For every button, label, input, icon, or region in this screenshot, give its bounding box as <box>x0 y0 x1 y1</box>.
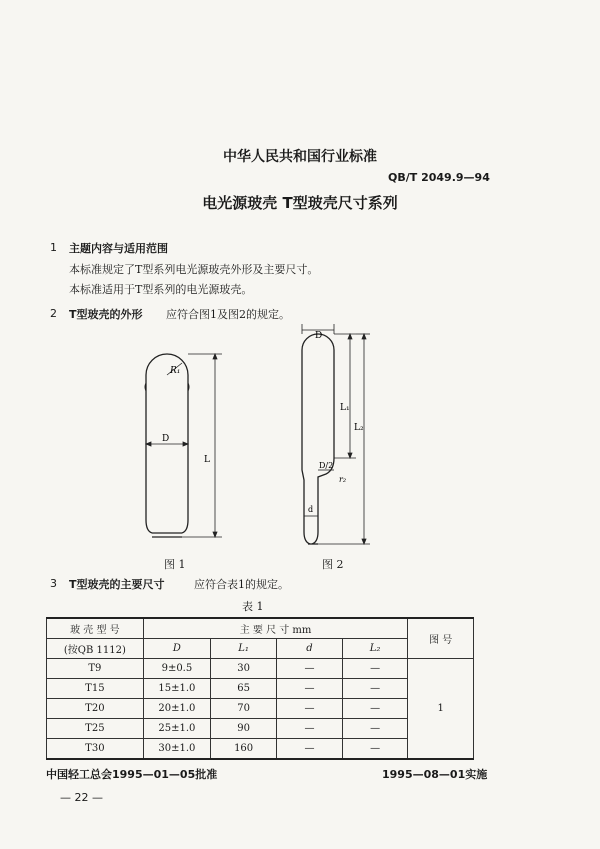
section-2-number: 2 <box>50 307 57 320</box>
section-3-number: 3 <box>50 577 57 590</box>
table-head-type-sub: (按QB 1112) <box>47 639 144 659</box>
table-col-d: D <box>143 639 210 659</box>
cell-l2: — <box>342 679 408 699</box>
footer-approved: 中国轻工总会1995—01—05批准 <box>46 768 218 781</box>
table-head-main: 主 要 尺 寸 mm <box>143 618 408 639</box>
figure-2-drawing <box>290 320 380 550</box>
table-col-l2: L₂ <box>342 639 408 659</box>
cell-type: T15 <box>47 679 144 699</box>
cell-l1: 65 <box>211 679 277 699</box>
cell-l1: 30 <box>211 659 277 679</box>
section-1-line-2: 本标准适用于T型系列的电光源玻壳。 <box>69 283 253 296</box>
figure-2-label-d: D <box>315 331 323 341</box>
footer-effective: 1995—08—01实施 <box>382 768 488 781</box>
spec-table <box>46 617 474 759</box>
cell-type: T9 <box>47 659 144 679</box>
table-row <box>47 659 474 679</box>
cell-d: 15±1.0 <box>143 679 210 699</box>
cell-d: 30±1.0 <box>143 739 210 759</box>
cell-dsmall: — <box>277 679 343 699</box>
cell-l2: — <box>342 719 408 739</box>
figure-2-label-dsmall: d <box>308 505 314 514</box>
figure-1-label-r1: R₁ <box>170 366 181 376</box>
cell-type: T25 <box>47 719 144 739</box>
cell-type: T30 <box>47 739 144 759</box>
table-head-type: 玻 壳 型 号 <box>47 618 144 639</box>
cell-l1: 90 <box>211 719 277 739</box>
cell-d: 25±1.0 <box>143 719 210 739</box>
table-caption: 表 1 <box>242 600 264 613</box>
section-3-title: T型玻壳的主要尺寸 <box>69 578 165 591</box>
footer-rule <box>46 758 474 760</box>
cell-l2: — <box>342 699 408 719</box>
cell-l2: — <box>342 659 408 679</box>
figure-1-caption: 图 1 <box>164 558 186 571</box>
figure-1-label-d: D <box>162 434 170 444</box>
cell-l1: 70 <box>211 699 277 719</box>
cell-dsmall: — <box>277 739 343 759</box>
figure-1-dome <box>146 354 188 383</box>
figure-2-label-r2: r₂ <box>339 475 347 484</box>
section-1-title: 主题内容与适用范围 <box>69 242 168 255</box>
cell-d: 20±1.0 <box>143 699 210 719</box>
figure-1-label-l: L <box>204 455 210 465</box>
section-1-line-1: 本标准规定了T型系列电光源玻壳外形及主要尺寸。 <box>69 263 319 276</box>
standard-code: QB/T 2049.9—94 <box>388 171 490 184</box>
document-title: 电光源玻壳 T型玻壳尺寸系列 <box>202 194 398 212</box>
figure-2-label-l2: L₂ <box>354 423 364 433</box>
cell-fig-no: 1 <box>408 659 474 759</box>
cell-dsmall: — <box>277 699 343 719</box>
figure-2-label-l1: L₁ <box>340 403 350 413</box>
cell-l1: 160 <box>211 739 277 759</box>
table-col-l1: L₁ <box>211 639 277 659</box>
figure-2-caption: 图 2 <box>322 558 344 571</box>
cell-l2: — <box>342 739 408 759</box>
cell-dsmall: — <box>277 659 343 679</box>
page-number: — 22 — <box>60 791 103 804</box>
section-2-text: 应符合图1及图2的规定。 <box>166 308 290 321</box>
cell-dsmall: — <box>277 719 343 739</box>
section-1-number: 1 <box>50 241 57 254</box>
table-col-dsmall: d <box>277 639 343 659</box>
cell-type: T20 <box>47 699 144 719</box>
section-2-title: T型玻壳的外形 <box>69 308 143 321</box>
table-head-fig: 图 号 <box>408 618 474 659</box>
cell-d: 9±0.5 <box>143 659 210 679</box>
standard-org-title: 中华人民共和国行业标准 <box>223 149 377 165</box>
section-3-text: 应符合表1的规定。 <box>194 578 289 591</box>
figure-2-label-d-half: D/2 <box>319 461 334 470</box>
figure-1-drawing <box>120 335 240 550</box>
